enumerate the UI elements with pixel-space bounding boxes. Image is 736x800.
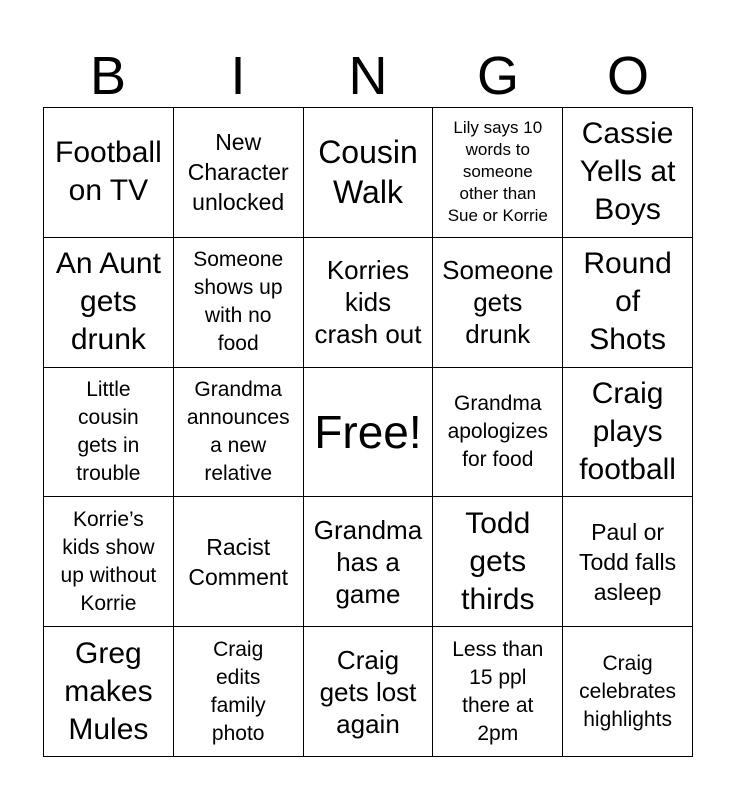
bingo-cell-text: Grandma announces a new relative xyxy=(186,377,290,485)
bingo-cell-text: Craig gets lost again xyxy=(319,644,417,739)
bingo-cell-r1-c2[interactable] xyxy=(174,108,304,238)
bingo-cell-r2-c5[interactable] xyxy=(563,238,693,368)
bingo-cell-text: New Character unlocked xyxy=(187,129,289,216)
free-space-label: Free! xyxy=(314,405,422,458)
bingo-cell-r1-c5[interactable] xyxy=(563,108,693,238)
bingo-header xyxy=(43,46,693,106)
bingo-cell-text: Someone shows up with no food xyxy=(193,248,284,356)
bingo-cell-r2-c1[interactable] xyxy=(44,238,174,368)
bingo-cell-text: Greg makes Mules xyxy=(64,636,153,746)
header-letter-b: B xyxy=(89,46,127,106)
bingo-cell-r3-c2[interactable] xyxy=(174,368,304,498)
bingo-cell-r3-c5[interactable] xyxy=(563,368,693,498)
bingo-cell-r3-c4[interactable] xyxy=(433,368,563,498)
bingo-cell-text: Grandma has a game xyxy=(313,514,423,609)
bingo-cell-r5-c3[interactable] xyxy=(304,627,434,757)
header-letter-g: G xyxy=(476,46,519,106)
bingo-cell-r4-c1[interactable] xyxy=(44,497,174,627)
bingo-cell-text: Cousin Walk xyxy=(318,134,418,211)
bingo-cell-text: Todd gets thirds xyxy=(461,506,535,616)
header-letter-n: N xyxy=(348,46,388,106)
bingo-board xyxy=(43,107,693,757)
bingo-cell-r1-c4[interactable] xyxy=(433,108,563,238)
bingo-cell-text: Craig celebrates highlights xyxy=(579,651,677,731)
bingo-cell-r2-c2[interactable] xyxy=(174,238,304,368)
bingo-cell-r4-c4[interactable] xyxy=(433,497,563,627)
bingo-cell-text: Little cousin gets in trouble xyxy=(76,377,141,485)
bingo-cell-text: Korries kids crash out xyxy=(314,255,422,350)
bingo-cell-text: Grandma apologizes for food xyxy=(447,391,548,471)
bingo-cell-r5-c1[interactable] xyxy=(44,627,174,757)
bingo-cell-r2-c3[interactable] xyxy=(304,238,434,368)
bingo-cell-r1-c3[interactable] xyxy=(304,108,434,238)
header-letter-i: I xyxy=(230,46,246,106)
bingo-cell-text: Racist Comment xyxy=(188,533,289,590)
bingo-cell-r4-c3[interactable] xyxy=(304,497,434,627)
bingo-cell-r2-c4[interactable] xyxy=(433,238,563,368)
bingo-cell-r5-c5[interactable] xyxy=(563,627,693,757)
bingo-free-space[interactable] xyxy=(304,368,434,498)
bingo-cell-r1-c1[interactable] xyxy=(44,108,174,238)
header-letter-o: O xyxy=(606,46,649,106)
bingo-cell-r5-c4[interactable] xyxy=(433,627,563,757)
bingo-cell-text: Craig plays football xyxy=(579,376,676,486)
bingo-cell-text: Paul or Todd falls asleep xyxy=(579,518,677,605)
bingo-cell-text: Lily says 10 words to someone other than Sue or Korrie xyxy=(447,118,548,226)
bingo-cell-text: Korrie’s kids show up without Korrie xyxy=(60,507,157,615)
bingo-cell-r5-c2[interactable] xyxy=(174,627,304,757)
bingo-cell-text: Football on TV xyxy=(55,136,162,208)
bingo-cell-text: An Aunt gets drunk xyxy=(55,247,161,357)
bingo-cell-text: Round of Shots xyxy=(583,247,672,357)
bingo-cell-text: Cassie Yells at Boys xyxy=(579,117,676,227)
bingo-cell-text: Craig edits family photo xyxy=(210,637,266,745)
bingo-cell-r3-c1[interactable] xyxy=(44,368,174,498)
bingo-cell-r4-c2[interactable] xyxy=(174,497,304,627)
bingo-cell-text: Someone gets drunk xyxy=(442,255,554,350)
bingo-cell-r4-c5[interactable] xyxy=(563,497,693,627)
bingo-cell-text: Less than 15 ppl there at 2pm xyxy=(452,637,544,745)
